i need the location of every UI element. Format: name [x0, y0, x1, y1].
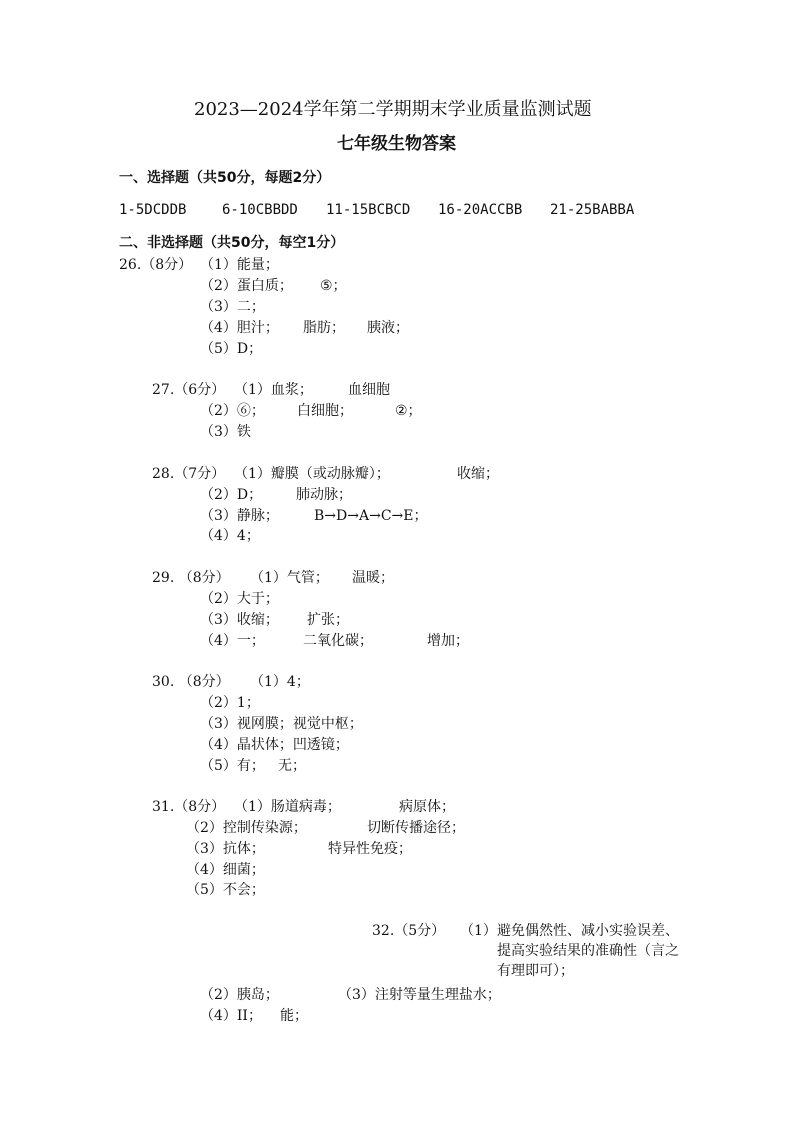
q29-label: 29. （8分） [152, 570, 230, 586]
q31-line4: （4）细菌； [186, 862, 265, 878]
q30-line2: （2）1； [200, 695, 260, 711]
q26-line2a: （2）蛋白质； [200, 278, 293, 294]
q29-line4b: 二氧化碳； [303, 633, 373, 649]
q31-line5: （5）不会； [186, 882, 265, 898]
page-subtitle: 七年级生物答案 [337, 134, 456, 154]
q30-line4: （4）晶状体；凹透镜； [200, 737, 349, 753]
q32-label: 32.（5分） [372, 923, 446, 939]
mc-answer-1: 1-5DCDDB [119, 202, 187, 218]
q32-line4a: （4）II； [200, 1008, 262, 1024]
q32-line3: （3）注射等量生理盐水； [338, 987, 501, 1003]
mc-answer-3: 11-15BCBCD [326, 202, 411, 218]
q28-label: 28.（7分） [152, 466, 226, 482]
q26-line4a: （4）胆汁； [200, 320, 279, 336]
q26-line1: （1）能量； [200, 257, 279, 273]
section-2-heading: 二、非选择题（共50分，每空1分） [119, 235, 345, 251]
q28-line2a: （2）D； [200, 487, 263, 503]
q28-line3a: （3）静脉； [200, 508, 279, 524]
section-1-heading: 一、选择题（共50分，每题2分） [119, 170, 331, 186]
q31-line3a: （3）抗体； [186, 841, 265, 857]
q31-line2a: （2）控制传染源； [186, 820, 307, 836]
q26-label: 26.（8分） [119, 257, 193, 273]
q29-line2: （2）大于； [200, 591, 279, 607]
q28-line2b: 肺动脉； [296, 487, 352, 503]
q28-line1a: （1）瓣膜（或动脉瓣）； [234, 466, 390, 482]
mc-answer-4: 16-20ACCBB [438, 202, 523, 218]
q27-line1b: 血细胞 [348, 382, 390, 398]
mc-answer-5: 21-25BABBA [550, 202, 635, 218]
q29-line3b: 扩张； [307, 612, 349, 628]
mc-answer-2: 6-10CBBDD [222, 202, 298, 218]
q29-line3a: （3）收缩； [200, 612, 279, 628]
page-title: 2023—2024学年第二学期期末学业质量监测试题 [194, 99, 592, 120]
q29-line1b: 温暖； [352, 570, 394, 586]
q26-line4c: 胰液； [367, 320, 409, 336]
q26-line5: （5）D； [200, 341, 263, 357]
q27-line2b: 白细胞； [297, 403, 353, 419]
q28-line3b: B→D→A→C→E； [314, 508, 428, 524]
q31-line1b: 病原体； [399, 799, 455, 815]
q30-label: 30. （8分） [152, 674, 230, 690]
q30-line5a: （5）有； [200, 758, 265, 774]
q32-line4b: 能； [280, 1008, 308, 1024]
q32-line1-num: （1） [460, 923, 497, 939]
q26-line3: （3）二； [200, 299, 265, 315]
q29-line4a: （4）一； [200, 633, 265, 649]
q32-line1: 避免偶然性、减小实验误差、提高实验结果的准确性（言之有理即可）； [497, 923, 679, 979]
q27-line2c: ②； [395, 403, 422, 419]
q26-line2b: ⑤； [320, 278, 347, 294]
q27-line1a: （1）血浆； [234, 382, 313, 398]
q32-line2: （2）胰岛； [200, 987, 279, 1003]
q28-line1b: 收缩； [457, 466, 499, 482]
q30-line3: （3）视网膜；视觉中枢； [200, 716, 363, 732]
q28-line4: （4）4； [200, 528, 260, 544]
q30-line1: （1）4； [250, 674, 310, 690]
q27-line2a: （2）⑥； [200, 403, 265, 419]
q27-label: 27.（6分） [152, 382, 226, 398]
q29-line1a: （1）气管； [250, 570, 329, 586]
q31-line2b: 切断传播途径； [367, 820, 465, 836]
q30-line5b: 无； [278, 758, 306, 774]
q31-label: 31.（8分） [152, 799, 226, 815]
q29-line4c: 增加； [427, 633, 469, 649]
q31-line3b: 特异性免疫； [328, 841, 412, 857]
q31-line1a: （1）肠道病毒； [234, 799, 341, 815]
q26-line4b: 脂肪； [303, 320, 345, 336]
q27-line3: （3）铁 [200, 424, 251, 440]
